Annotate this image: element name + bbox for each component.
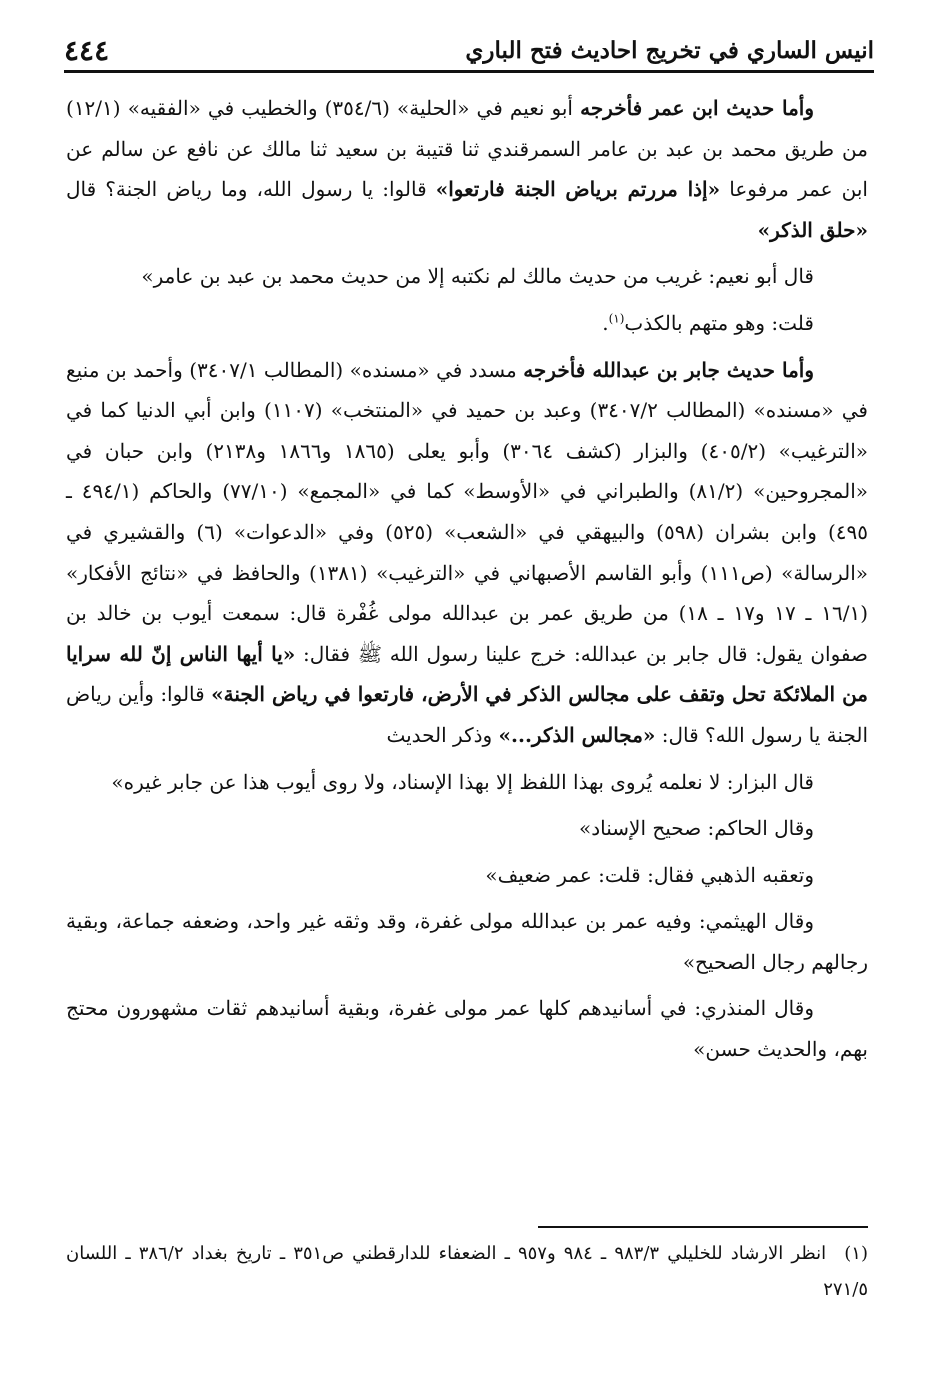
footnote-reference: (١) <box>608 311 625 326</box>
hadith-quote: «إذا مررتم برياض الجنة فارتعوا» <box>435 177 721 202</box>
footnote-marker: (١) <box>844 1243 868 1264</box>
paragraph-tail: . <box>602 310 609 335</box>
hadith-quote: «مجالس الذكر...» <box>498 722 656 747</box>
page-header <box>64 30 874 73</box>
paragraph-text: قالوا: وأين رياض الجنة يا رسول الله؟ قال: <box>66 682 868 747</box>
paragraph-text: مسدد في «مسنده» (المطالب ١/‏٣٤٠٧) وأحمد بن منيع في «مسنده» (المطالب ٢/‏٣٤٠٧) وعبد بن حميد في «المنتخب» (١١٠٧) وابن أبي الدنيا كما في «الترغيب» (٢/‏٤٠٥) والبزار (كشف ٣٠٦٤) وأبو يعلى (١٨٦٥ و١٨٦٦ و٢١٣٨) وابن حبان في «المجروحين» (٢/‏٨١) والطبراني في «الأوسط» كما في «المجمع» (١٠/‏٧٧) والحاكم (١/‏٤٩٤ ـ ٤٩٥) وابن بشران (٥٩٨) والبيهقي في «الشعب» (٥٢٥) وفي «الدعوات» (٦) والقشيري في «الرسالة» (ص١١١) وأبو القاسم الأصبهاني في «الترغيب» (١٣٨١) والحافظ في «نتائج الأفكار» (١/‏١٦ ـ ١٧ و١٧ ـ ١٨) من طريق عمر بن عبدالله مولى غُفْرة قال: سمعت أيوب بن خالد بن صفوان يقول: قال جابر بن عبدالله: خرج علينا رسول الله ﷺ فقال: <box>66 357 869 666</box>
paragraph-mundhiri: وقال المنذري: في أسانيدهم كلها عمر مولى غفرة، وبقية أسانيدهم ثقات مشهورون محتج بهم، والحديث حسن» <box>66 996 868 1062</box>
paragraph-text: أبو نعيم في «الحلية» (٦/‏٣٥٤) والخطيب في «الفقيه» (١/‏١٢) من طريق محمد بن عبد بن عامر السمرقندي ثنا قتيبة بن سعيد ثنا مالك عن نافع عن سالم عن ابن عمر مرفوعا <box>66 96 868 202</box>
paragraph-hakim: وقال الحاكم: صحيح الإسناد» <box>579 816 814 841</box>
footnote-divider <box>538 1226 868 1228</box>
hadith-quote: «حلق الذكر» <box>757 217 868 242</box>
paragraph-bazzar: قال البزار: لا نعلمه يُروى بهذا اللفظ إلا بهذا الإسناد، ولا روى أيوب هذا عن جابر غيره» <box>111 769 814 794</box>
paragraph-haythami: وقال الهيثمي: وفيه عمر بن عبدالله مولى غفرة، وقد وثقه غير واحد، وضعفه جماعة، وبقية رجالهم رجال الصحيح» <box>66 909 868 974</box>
paragraph-lead: وأما حديث ابن عمر فأخرجه <box>580 96 814 120</box>
footnote-text: انظر الارشاد للخليلي ٣/‏٩٨٣ ـ ٩٨٤ و٩٥٧ ـ الضعفاء للدارقطني ص٣٥١ ـ تاريخ بغداد ٢/‏٣٨٦ ـ اللسان ٥/‏٢٧١ <box>66 1243 868 1300</box>
paragraph-dhahabi: وتعقبه الذهبي فقال: قلت: عمر ضعيف» <box>485 862 814 887</box>
paragraph-ibn-umar <box>66 88 868 250</box>
page-number: ٤٤٤ <box>64 33 110 67</box>
paragraph-text: قلت: وهو متهم بالكذب <box>624 310 814 335</box>
paragraph-jabir <box>66 350 868 756</box>
paragraph-text: قالوا: يا رسول الله، وما رياض الجنة؟ قال <box>66 177 436 202</box>
paragraph-text: وذكر الحديث <box>386 722 499 747</box>
paragraph-abu-nuaim: قال أبو نعيم: غريب من حديث مالك لم نكتبه إلا من حديث محمد بن عبد بن عامر» <box>141 264 814 289</box>
hadith-quote: «يا أيها الناس إنّ لله سرايا من الملائكة تحل وتقف على مجالس الذكر في الأرض، فارتعوا في رياض الجنة» <box>66 641 869 707</box>
main-text <box>66 88 868 1072</box>
paragraph-lead: وأما حديث جابر بن عبدالله فأخرجه <box>523 357 815 382</box>
running-title: انيس الساري في تخريج احاديث فتح الباري <box>465 36 874 64</box>
footnote <box>66 1236 868 1308</box>
paragraph-note <box>66 303 868 344</box>
